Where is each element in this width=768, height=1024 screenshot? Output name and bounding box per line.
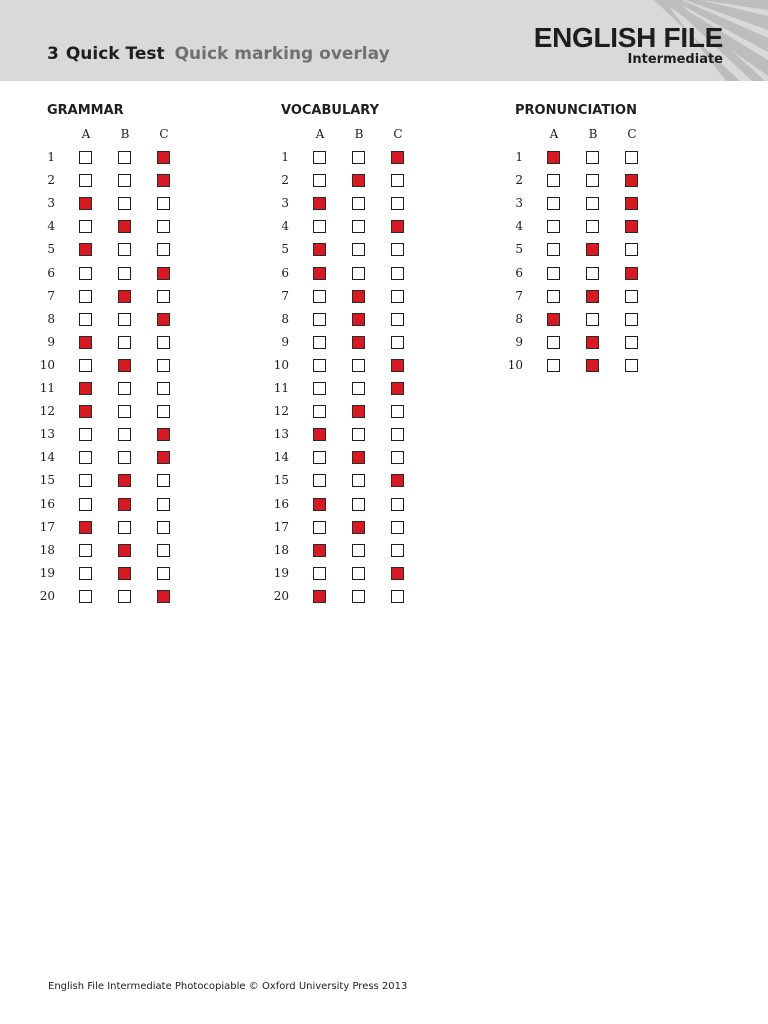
answer-box-marked — [157, 428, 170, 441]
answer-box — [586, 197, 599, 210]
question-number: 6 — [47, 265, 55, 280]
answer-box — [313, 313, 326, 326]
answer-box-marked — [391, 220, 404, 233]
answer-box — [547, 336, 560, 349]
answer-box-marked — [313, 197, 326, 210]
question-number: 11 — [273, 381, 289, 395]
answer-box — [625, 313, 638, 326]
page-header — [0, 0, 768, 81]
answer-box — [586, 174, 599, 187]
question-number: 1 — [47, 150, 55, 164]
answer-box — [313, 405, 326, 418]
question-number: 8 — [281, 311, 289, 326]
question-number: 1 — [281, 150, 289, 164]
answer-box — [79, 290, 92, 303]
answer-box — [391, 267, 404, 280]
answer-box — [391, 336, 404, 349]
answer-box — [313, 521, 326, 534]
answer-box-marked — [625, 174, 638, 187]
answer-box — [586, 313, 599, 326]
answer-box-marked — [352, 521, 365, 534]
answer-box-marked — [118, 290, 131, 303]
answer-box — [313, 290, 326, 303]
answer-box-marked — [352, 290, 365, 303]
column-header-a: A — [315, 127, 325, 141]
answer-box — [118, 313, 131, 326]
answer-box — [79, 359, 92, 372]
answer-box — [586, 151, 599, 164]
answer-box-marked — [79, 521, 92, 534]
answer-box — [79, 451, 92, 464]
question-number: 16 — [39, 496, 55, 511]
answer-box — [79, 474, 92, 487]
question-number: 3 — [47, 196, 55, 211]
answer-box-marked — [118, 474, 131, 487]
question-number: 11 — [39, 381, 55, 395]
answer-box-marked — [586, 243, 599, 256]
answer-box — [391, 313, 404, 326]
question-number: 15 — [39, 473, 55, 488]
column-header-b: B — [588, 127, 598, 141]
question-number: 6 — [515, 265, 523, 280]
answer-box — [625, 359, 638, 372]
question-number: 9 — [47, 334, 55, 349]
question-number: 13 — [39, 427, 55, 442]
question-number: 5 — [281, 242, 289, 257]
question-number: 20 — [273, 588, 289, 603]
answer-box-marked — [79, 382, 92, 395]
answer-box — [313, 359, 326, 372]
answer-box — [352, 220, 365, 233]
answer-box — [391, 243, 404, 256]
question-number: 10 — [273, 357, 289, 372]
answer-box — [391, 451, 404, 464]
answer-box-marked — [625, 197, 638, 210]
answer-box-marked — [313, 267, 326, 280]
answer-box — [625, 243, 638, 256]
question-number: 13 — [273, 427, 289, 442]
answer-box — [118, 382, 131, 395]
question-number: 7 — [47, 288, 55, 303]
unit-number: 3 — [47, 44, 59, 64]
answer-box-marked — [391, 474, 404, 487]
answer-box-marked — [391, 359, 404, 372]
answer-box-marked — [586, 290, 599, 303]
section-title: VOCABULARY — [281, 103, 380, 118]
question-number: 9 — [281, 334, 289, 349]
answer-box — [547, 267, 560, 280]
answer-box-marked — [118, 567, 131, 580]
answer-box — [313, 451, 326, 464]
question-number: 3 — [281, 196, 289, 211]
answer-box — [118, 521, 131, 534]
column-header-c: C — [159, 127, 169, 141]
answer-box-marked — [352, 405, 365, 418]
answer-box — [79, 174, 92, 187]
answer-box — [118, 405, 131, 418]
answer-box-marked — [157, 174, 170, 187]
answer-box — [391, 197, 404, 210]
answer-box — [313, 567, 326, 580]
column-header-c: C — [627, 127, 637, 141]
answer-box — [313, 174, 326, 187]
answer-box-marked — [547, 151, 560, 164]
question-number: 12 — [39, 404, 55, 419]
answer-box-marked — [118, 359, 131, 372]
answer-box — [157, 197, 170, 210]
column-header-a: A — [81, 127, 91, 141]
answer-box — [118, 451, 131, 464]
answer-box-marked — [157, 590, 170, 603]
answer-box-marked — [313, 428, 326, 441]
footer-rights: Photocopiable © Oxford University Press 2013 — [174, 981, 408, 992]
question-number: 4 — [281, 219, 289, 234]
unit-heading — [47, 44, 390, 64]
answer-box-marked — [352, 174, 365, 187]
answer-box — [118, 243, 131, 256]
answer-box — [391, 290, 404, 303]
answer-box-marked — [157, 151, 170, 164]
answer-box — [157, 382, 170, 395]
answer-box — [586, 220, 599, 233]
question-number: 14 — [273, 450, 289, 465]
answer-box-marked — [118, 498, 131, 511]
unit-subtitle: Quick marking overlay — [174, 44, 390, 64]
question-number: 7 — [515, 288, 523, 303]
answer-box — [313, 151, 326, 164]
answer-box — [625, 290, 638, 303]
unit-title: Quick Test — [65, 44, 165, 64]
answer-box-marked — [352, 336, 365, 349]
answer-box-marked — [118, 544, 131, 557]
answer-box — [157, 544, 170, 557]
column-header-b: B — [120, 127, 130, 141]
brand-logo: ENGLISH FILE — [533, 22, 723, 53]
answer-box — [157, 567, 170, 580]
question-number: 10 — [507, 357, 523, 372]
column-header-b: B — [354, 127, 364, 141]
answer-box — [352, 243, 365, 256]
footer — [48, 981, 407, 992]
answer-box — [391, 544, 404, 557]
answer-box — [391, 174, 404, 187]
question-number: 1 — [515, 150, 523, 164]
answer-box — [352, 267, 365, 280]
answer-box — [79, 567, 92, 580]
question-number: 19 — [273, 565, 289, 580]
answer-box-marked — [313, 498, 326, 511]
answer-box — [352, 474, 365, 487]
column-header-c: C — [393, 127, 403, 141]
section-title: PRONUNCIATION — [515, 103, 637, 118]
answer-box-marked — [313, 544, 326, 557]
question-number: 18 — [273, 542, 289, 557]
answer-box — [352, 382, 365, 395]
column-header-a: A — [549, 127, 559, 141]
answer-box — [391, 521, 404, 534]
answer-box — [157, 474, 170, 487]
answer-box — [547, 359, 560, 372]
answer-box — [118, 336, 131, 349]
answer-box-marked — [391, 567, 404, 580]
answer-box — [625, 336, 638, 349]
answer-box — [157, 405, 170, 418]
answer-box — [79, 428, 92, 441]
footer-book: English File Intermediate — [48, 981, 172, 992]
question-number: 20 — [39, 588, 55, 603]
question-number: 19 — [39, 565, 55, 580]
question-number: 18 — [39, 542, 55, 557]
answer-box — [118, 151, 131, 164]
level-label: Intermediate — [627, 52, 723, 67]
question-number: 16 — [273, 496, 289, 511]
question-number: 2 — [281, 173, 289, 188]
answer-box — [352, 567, 365, 580]
answer-box — [157, 243, 170, 256]
answer-box-marked — [79, 197, 92, 210]
answer-box — [79, 313, 92, 326]
answer-box — [313, 474, 326, 487]
answer-box — [118, 174, 131, 187]
answer-box — [547, 220, 560, 233]
answer-box — [79, 220, 92, 233]
answer-box-marked — [157, 451, 170, 464]
answer-box — [79, 267, 92, 280]
question-number: 4 — [515, 219, 523, 234]
answer-box-marked — [586, 336, 599, 349]
answer-box — [352, 590, 365, 603]
answer-box — [352, 197, 365, 210]
answer-box-marked — [547, 313, 560, 326]
answer-box-marked — [157, 313, 170, 326]
question-number: 8 — [515, 311, 523, 326]
answer-box-marked — [79, 336, 92, 349]
answer-box-marked — [352, 451, 365, 464]
question-number: 14 — [39, 450, 55, 465]
answer-box — [547, 243, 560, 256]
question-number: 10 — [39, 357, 55, 372]
answer-box — [547, 197, 560, 210]
question-number: 3 — [515, 196, 523, 211]
answer-box-marked — [157, 267, 170, 280]
answer-box-marked — [79, 243, 92, 256]
answer-box — [313, 382, 326, 395]
question-number: 17 — [39, 519, 55, 534]
answer-box-marked — [391, 151, 404, 164]
question-number: 15 — [273, 473, 289, 488]
answer-box — [352, 359, 365, 372]
answer-box — [79, 590, 92, 603]
answer-box — [157, 498, 170, 511]
answer-box — [352, 544, 365, 557]
answer-box-marked — [586, 359, 599, 372]
question-number: 8 — [47, 311, 55, 326]
answer-box-marked — [352, 313, 365, 326]
answer-box-marked — [625, 220, 638, 233]
answer-box — [118, 197, 131, 210]
question-number: 5 — [515, 242, 523, 257]
answer-box — [157, 359, 170, 372]
answer-box — [547, 174, 560, 187]
answer-box — [79, 498, 92, 511]
answer-box — [118, 267, 131, 280]
answer-box — [157, 220, 170, 233]
question-number: 7 — [281, 288, 289, 303]
answer-box-marked — [391, 382, 404, 395]
question-number: 9 — [515, 334, 523, 349]
answer-box — [391, 590, 404, 603]
answer-box — [391, 428, 404, 441]
answer-box — [157, 290, 170, 303]
answer-box — [547, 290, 560, 303]
question-number: 4 — [47, 219, 55, 234]
answer-box-marked — [625, 267, 638, 280]
answer-box — [157, 336, 170, 349]
answer-box — [352, 151, 365, 164]
answer-box — [157, 521, 170, 534]
answer-box — [79, 151, 92, 164]
question-number: 5 — [47, 242, 55, 257]
answer-box — [352, 498, 365, 511]
section-title: GRAMMAR — [47, 103, 124, 118]
answer-box-marked — [118, 220, 131, 233]
question-number: 2 — [515, 173, 523, 188]
answer-box-marked — [313, 243, 326, 256]
answer-box — [79, 544, 92, 557]
answer-box — [313, 220, 326, 233]
answer-box — [118, 590, 131, 603]
answer-box — [118, 428, 131, 441]
answer-box — [352, 428, 365, 441]
question-number: 12 — [273, 404, 289, 419]
answer-box-marked — [313, 590, 326, 603]
answer-box — [391, 405, 404, 418]
answer-box — [586, 267, 599, 280]
answer-box — [313, 336, 326, 349]
answer-box — [391, 498, 404, 511]
answer-box — [625, 151, 638, 164]
question-number: 6 — [281, 265, 289, 280]
question-number: 2 — [47, 173, 55, 188]
answer-box-marked — [79, 405, 92, 418]
question-number: 17 — [273, 519, 289, 534]
